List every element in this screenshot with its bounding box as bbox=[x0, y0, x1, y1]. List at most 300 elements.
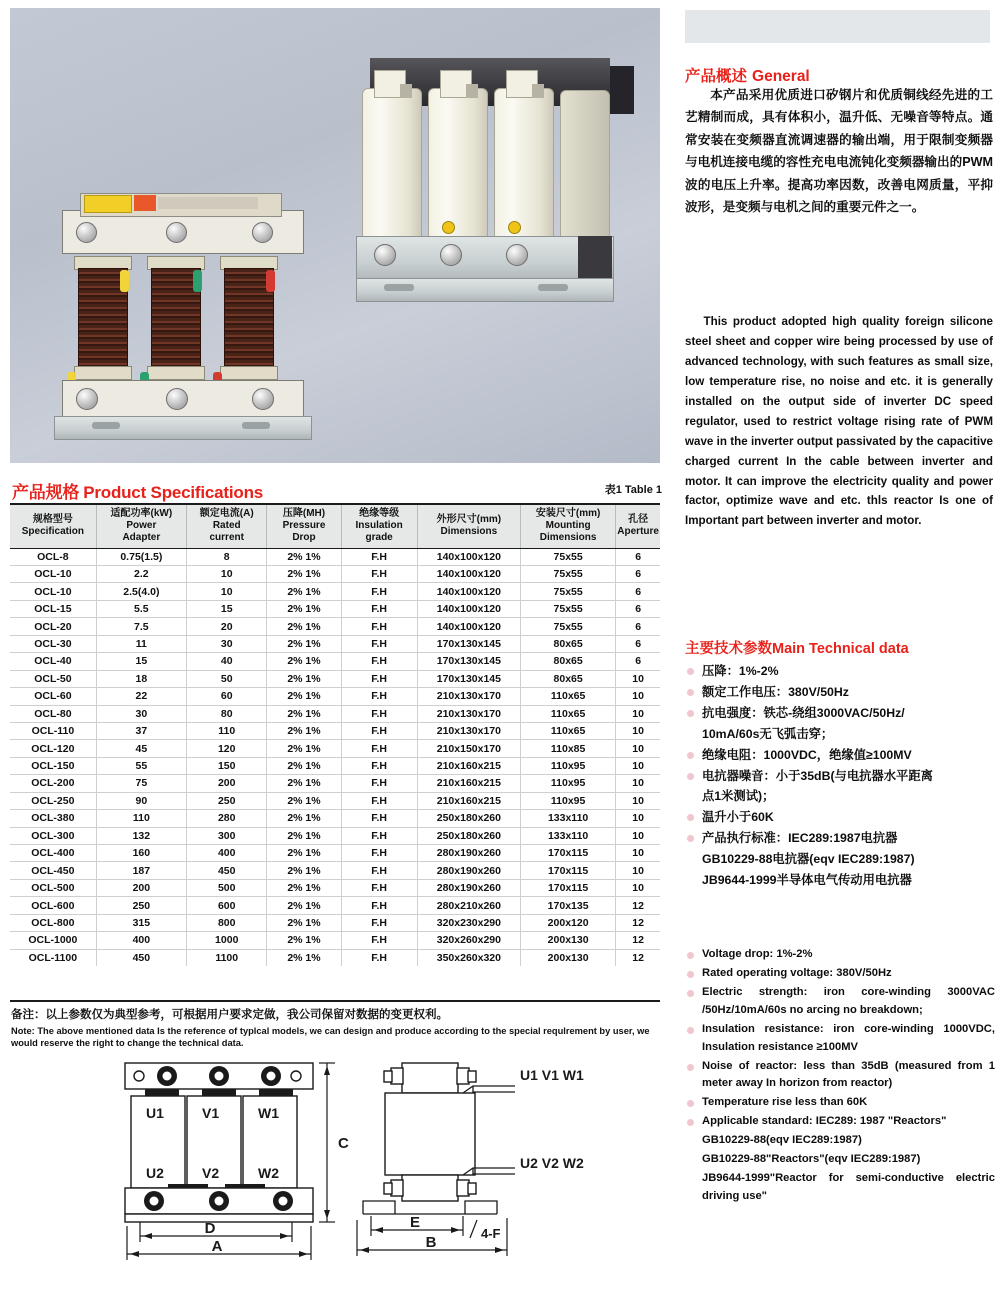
table-row bbox=[10, 740, 660, 757]
table-cell: F.H bbox=[341, 653, 417, 670]
table-cell: 12 bbox=[616, 897, 660, 914]
table-row bbox=[10, 548, 660, 565]
table-row bbox=[10, 705, 660, 722]
table-cell: 2.5(4.0) bbox=[96, 583, 186, 600]
table-cell: 10 bbox=[616, 810, 660, 827]
table-cell: OCL-8 bbox=[10, 548, 96, 565]
table-row bbox=[10, 670, 660, 687]
table-cell: 2% 1% bbox=[267, 879, 341, 896]
table-cell: 150 bbox=[186, 757, 266, 774]
column-header-en: Power bbox=[126, 520, 157, 532]
table-cell: F.H bbox=[341, 566, 417, 583]
column-header-en: Adapter bbox=[122, 532, 161, 544]
table-cell: 2% 1% bbox=[267, 845, 341, 862]
table-cell: OCL-15 bbox=[10, 600, 96, 617]
table-cell: 210x150x170 bbox=[417, 740, 520, 757]
product-specifications-heading bbox=[12, 478, 263, 503]
right-column bbox=[676, 0, 1000, 1314]
table-cell: 170x130x145 bbox=[417, 653, 520, 670]
reactor-small-image bbox=[62, 188, 317, 453]
general-heading bbox=[685, 64, 810, 86]
table-row bbox=[10, 845, 660, 862]
table-cell: 170x115 bbox=[520, 862, 615, 879]
technical-item-zh-6: 点1米测试)； bbox=[702, 789, 775, 804]
column-header-en: grade bbox=[365, 532, 393, 544]
table-cell: 110x95 bbox=[520, 792, 615, 809]
dim-label-d: D bbox=[204, 1220, 216, 1237]
technical-item-en-7: GB10229-88(eqv IEC289:1987) bbox=[702, 1134, 862, 1147]
technical-item-zh-3: 10mA/60s无飞弧击穿； bbox=[702, 726, 834, 741]
table-cell: 2% 1% bbox=[267, 600, 341, 617]
table-cell: OCL-300 bbox=[10, 827, 96, 844]
table-row bbox=[10, 897, 660, 914]
technical-item-zh-0: 压降：1%-2% bbox=[685, 662, 995, 682]
table-cell: OCL-600 bbox=[10, 897, 96, 914]
table-cell: 10 bbox=[616, 705, 660, 722]
table-cell: 280 bbox=[186, 810, 266, 827]
table-cell: 30 bbox=[186, 635, 266, 652]
table-cell: 1100 bbox=[186, 949, 266, 966]
table-cell: 10 bbox=[616, 879, 660, 896]
table-row bbox=[10, 792, 660, 809]
table-cell: 2% 1% bbox=[267, 792, 341, 809]
drawing-label-u1: U1 bbox=[146, 1105, 164, 1121]
technical-item-en-8: GB10229-88"Reactors"(eqv IEC289:1987) bbox=[702, 1153, 921, 1166]
table-cell: 80 bbox=[186, 705, 266, 722]
table-cell: F.H bbox=[341, 722, 417, 739]
table-cell: OCL-60 bbox=[10, 688, 96, 705]
technical-item-zh-5: 电抗器噪音：小于35dB(与电抗器水平距离 bbox=[685, 767, 995, 787]
table-cell: F.H bbox=[341, 862, 417, 879]
table-cell: OCL-1100 bbox=[10, 949, 96, 966]
column-header-zh: 外形尺寸(mm) bbox=[436, 514, 502, 526]
table-row bbox=[10, 879, 660, 896]
table-cell: 110x95 bbox=[520, 775, 615, 792]
table-cell: 140x100x120 bbox=[417, 600, 520, 617]
dim-label-e: E bbox=[409, 1214, 421, 1231]
column-header-1 bbox=[96, 504, 186, 548]
table-row bbox=[10, 600, 660, 617]
table-cell: 2% 1% bbox=[267, 618, 341, 635]
table-cell: F.H bbox=[341, 932, 417, 949]
table-cell: 7.5 bbox=[96, 618, 186, 635]
table-cell: 450 bbox=[96, 949, 186, 966]
column-header-zh: 压降(MH) bbox=[282, 508, 326, 519]
table-cell: 400 bbox=[96, 932, 186, 949]
table-cell: F.H bbox=[341, 740, 417, 757]
table-cell: 300 bbox=[186, 827, 266, 844]
table-caption: 表1 Table 1 bbox=[604, 484, 662, 496]
column-header-7 bbox=[616, 504, 660, 548]
table-cell: 133x110 bbox=[520, 827, 615, 844]
column-header-en: Mounting bbox=[545, 520, 591, 532]
column-header-en: Aperture bbox=[617, 526, 659, 538]
table-cell: 2% 1% bbox=[267, 862, 341, 879]
table-cell: 15 bbox=[96, 653, 186, 670]
table-cell: 140x100x120 bbox=[417, 583, 520, 600]
table-cell: 110x65 bbox=[520, 688, 615, 705]
table-row bbox=[10, 583, 660, 600]
specifications-table bbox=[10, 503, 660, 966]
technical-item-zh-9: GB10229-88电抗器(eqv IEC289:1987) bbox=[702, 852, 915, 867]
table-cell: 110x65 bbox=[520, 722, 615, 739]
table-cell: 170x115 bbox=[520, 845, 615, 862]
table-cell: 210x160x215 bbox=[417, 757, 520, 774]
table-cell: 15 bbox=[186, 600, 266, 617]
table-cell: 37 bbox=[96, 722, 186, 739]
table-cell: 2% 1% bbox=[267, 757, 341, 774]
table-cell: 12 bbox=[616, 932, 660, 949]
column-header-en: Insulation bbox=[355, 520, 403, 532]
table-cell: 6 bbox=[616, 566, 660, 583]
table-cell: 10 bbox=[616, 740, 660, 757]
table-cell: 350x260x320 bbox=[417, 949, 520, 966]
table-cell: 2% 1% bbox=[267, 566, 341, 583]
table-cell: 280x190x260 bbox=[417, 879, 520, 896]
drawing-label-w1: W1 bbox=[258, 1105, 279, 1121]
table-cell: 10 bbox=[616, 862, 660, 879]
column-header-en: Specification bbox=[21, 526, 84, 538]
column-header-zh: 适配功率(kW) bbox=[110, 508, 173, 519]
column-header-en: Drop bbox=[292, 532, 316, 544]
table-cell: F.H bbox=[341, 757, 417, 774]
drawing-label-w2: W2 bbox=[258, 1165, 279, 1181]
technical-item-zh-2: 抗电强度：铁芯-绕组3000VAC/50Hz/ bbox=[685, 704, 995, 724]
table-cell: 170x130x145 bbox=[417, 670, 520, 687]
table-cell: 500 bbox=[186, 879, 266, 896]
table-cell: 200 bbox=[186, 775, 266, 792]
table-cell: OCL-200 bbox=[10, 775, 96, 792]
table-cell: 10 bbox=[616, 688, 660, 705]
table-cell: 400 bbox=[186, 845, 266, 862]
table-cell: F.H bbox=[341, 583, 417, 600]
table-cell: F.H bbox=[341, 688, 417, 705]
table-cell: 22 bbox=[96, 688, 186, 705]
table-cell: 2% 1% bbox=[267, 705, 341, 722]
table-cell: 2% 1% bbox=[267, 827, 341, 844]
technical-item-zh-4: 绝缘电阻：1000VDC，绝缘值≥100MV bbox=[685, 746, 995, 766]
table-header-row bbox=[10, 504, 660, 548]
table-cell: 2% 1% bbox=[267, 810, 341, 827]
table-cell: 75x55 bbox=[520, 618, 615, 635]
table-cell: 80x65 bbox=[520, 670, 615, 687]
top-banner bbox=[685, 10, 990, 43]
table-cell: 250 bbox=[96, 897, 186, 914]
dim-label-b: B bbox=[425, 1234, 437, 1251]
table-cell: 75x55 bbox=[520, 566, 615, 583]
technical-item-en-4: Noise of reactor: less than 35dB (measured from 1 meter away In horizon from reactor) bbox=[685, 1058, 995, 1094]
table-cell: 110 bbox=[186, 722, 266, 739]
column-header-en: Dimensions bbox=[440, 526, 498, 538]
drawing-label-top-terminals: U1 V1 W1 bbox=[520, 1067, 584, 1083]
technical-item-zh-10: JB9644-1999半导体电气传动用电抗器 bbox=[702, 873, 912, 888]
table-cell: 133x110 bbox=[520, 810, 615, 827]
table-cell: 200x130 bbox=[520, 949, 615, 966]
table-bottom-rule bbox=[10, 1000, 660, 1002]
product-photo bbox=[10, 8, 660, 463]
column-header-4 bbox=[341, 504, 417, 548]
column-header-5 bbox=[417, 504, 520, 548]
table-cell: 6 bbox=[616, 583, 660, 600]
table-cell: F.H bbox=[341, 548, 417, 565]
table-header bbox=[10, 504, 660, 548]
table-row bbox=[10, 653, 660, 670]
table-cell: 140x100x120 bbox=[417, 566, 520, 583]
column-header-zh: 额定电流(A) bbox=[199, 508, 254, 519]
table-row bbox=[10, 618, 660, 635]
table-cell: OCL-500 bbox=[10, 879, 96, 896]
technical-item-zh-1: 额定工作电压：380V/50Hz bbox=[685, 683, 995, 703]
table-cell: 2% 1% bbox=[267, 897, 341, 914]
table-cell: 320x260x290 bbox=[417, 932, 520, 949]
table-cell: OCL-50 bbox=[10, 670, 96, 687]
table-cell: 20 bbox=[186, 618, 266, 635]
column-header-zh: 绝缘等级 bbox=[359, 508, 400, 519]
technical-item-zh-8: 产品执行标准：IEC289:1987电抗器 bbox=[685, 829, 995, 849]
column-header-6 bbox=[520, 504, 615, 548]
table-cell: 45 bbox=[96, 740, 186, 757]
table-cell: 250x180x260 bbox=[417, 827, 520, 844]
technical-item-en-6: Applicable standard: IEC289: 1987 "Reactors" bbox=[685, 1113, 995, 1131]
table-cell: 8 bbox=[186, 548, 266, 565]
table-cell: 160 bbox=[96, 845, 186, 862]
dim-label-a: A bbox=[211, 1238, 223, 1255]
table-cell: 2% 1% bbox=[267, 932, 341, 949]
drawing-label-u2: U2 bbox=[146, 1165, 164, 1181]
technical-heading-zh: 主要技术参数 bbox=[685, 641, 772, 657]
spec-heading-zh: 产品规格 bbox=[12, 483, 80, 502]
table-cell: OCL-150 bbox=[10, 757, 96, 774]
table-cell: 210x130x170 bbox=[417, 705, 520, 722]
table-cell: 315 bbox=[96, 914, 186, 931]
table-cell: 110x85 bbox=[520, 740, 615, 757]
table-cell: 11 bbox=[96, 635, 186, 652]
table-cell: 40 bbox=[186, 653, 266, 670]
table-cell: 200x120 bbox=[520, 914, 615, 931]
table-cell: 210x130x170 bbox=[417, 722, 520, 739]
table-cell: 10 bbox=[616, 845, 660, 862]
technical-item-en-2: Electric strength: iron core-winding 3000VAC /50Hz/10mA/60s no arcing no breakdown; bbox=[685, 984, 995, 1020]
technical-item-en-5: Temperature rise less than 60K bbox=[685, 1094, 995, 1112]
table-cell: 170x135 bbox=[520, 897, 615, 914]
table-cell: F.H bbox=[341, 949, 417, 966]
hole-note-label: 4-F bbox=[481, 1226, 501, 1241]
table-row bbox=[10, 757, 660, 774]
table-cell: 132 bbox=[96, 827, 186, 844]
table-cell: 10 bbox=[186, 583, 266, 600]
column-header-en: Dimensions bbox=[539, 532, 597, 544]
technical-items-en bbox=[685, 946, 995, 1207]
table-cell: 2% 1% bbox=[267, 688, 341, 705]
table-cell: OCL-120 bbox=[10, 740, 96, 757]
table-row bbox=[10, 775, 660, 792]
table-cell: 600 bbox=[186, 897, 266, 914]
table-note-zh: 备注：以上参数仅为典型参考，可根据用户要求定做，我公司保留对数据的变更权利。 bbox=[11, 1009, 448, 1021]
table-body bbox=[10, 548, 660, 966]
column-header-2 bbox=[186, 504, 266, 548]
table-cell: 0.75(1.5) bbox=[96, 548, 186, 565]
technical-item-zh-7: 温升小于60K bbox=[685, 808, 995, 828]
table-cell: F.H bbox=[341, 600, 417, 617]
table-cell: F.H bbox=[341, 792, 417, 809]
table-cell: 280x190x260 bbox=[417, 845, 520, 862]
dim-label-c: C bbox=[338, 1135, 349, 1152]
table-cell: 2.2 bbox=[96, 566, 186, 583]
table-cell: 110 bbox=[96, 810, 186, 827]
table-cell: 6 bbox=[616, 548, 660, 565]
table-note-en: Note: The above mentioned data Is the reference of typlcal models, we can design and produce according to the special requlrement by user, we would reserve the right to change the technical data. bbox=[11, 1025, 650, 1048]
table-cell: 210x160x215 bbox=[417, 792, 520, 809]
table-cell: 75x55 bbox=[520, 600, 615, 617]
table-cell: 140x100x120 bbox=[417, 548, 520, 565]
table-cell: 10 bbox=[616, 757, 660, 774]
table-cell: 2% 1% bbox=[267, 653, 341, 670]
table-row bbox=[10, 722, 660, 739]
table-cell: 170x130x145 bbox=[417, 635, 520, 652]
table-cell: 6 bbox=[616, 653, 660, 670]
table-cell: 18 bbox=[96, 670, 186, 687]
table-cell: 10 bbox=[616, 670, 660, 687]
table-row bbox=[10, 688, 660, 705]
reactor-large-image bbox=[360, 58, 650, 363]
column-header-0 bbox=[10, 504, 96, 548]
table-row bbox=[10, 810, 660, 827]
table-cell: 5.5 bbox=[96, 600, 186, 617]
table-cell: OCL-10 bbox=[10, 583, 96, 600]
table-cell: F.H bbox=[341, 810, 417, 827]
table-cell: OCL-40 bbox=[10, 653, 96, 670]
table-cell: 30 bbox=[96, 705, 186, 722]
table-cell: 110x95 bbox=[520, 757, 615, 774]
column-header-3 bbox=[267, 504, 341, 548]
table-cell: 50 bbox=[186, 670, 266, 687]
table-cell: OCL-80 bbox=[10, 705, 96, 722]
table-cell: OCL-800 bbox=[10, 914, 96, 931]
table-cell: OCL-30 bbox=[10, 635, 96, 652]
table-cell: OCL-20 bbox=[10, 618, 96, 635]
table-cell: 170x115 bbox=[520, 879, 615, 896]
table-cell: 2% 1% bbox=[267, 722, 341, 739]
table-cell: 280x190x260 bbox=[417, 862, 520, 879]
table-cell: 1000 bbox=[186, 932, 266, 949]
table-cell: 2% 1% bbox=[267, 740, 341, 757]
table-cell: 187 bbox=[96, 862, 186, 879]
column-header-en: current bbox=[209, 532, 244, 544]
table-cell: 12 bbox=[616, 949, 660, 966]
table-cell: F.H bbox=[341, 879, 417, 896]
general-paragraph-en: This product adopted high quality foreign silicone steel sheet and copper wire being processed by use of advanced technology, with such features as small size, low temperature rise, no noise and etc. it is generally installed on the output side of inverter DC speed regulator, used to restrict voltage rising rate of PWM wave in the inverter output passivated by the capacitive charged current In the cable between inverter and motor. It can improve the electricity quality and power factor, optimize wave and etc. thls reactor Is one of Important part between inverter and motor. bbox=[685, 315, 993, 528]
general-heading-zh: 产品概述 bbox=[685, 68, 748, 85]
table-row bbox=[10, 566, 660, 583]
table-row bbox=[10, 949, 660, 966]
table-cell: F.H bbox=[341, 618, 417, 635]
table-row bbox=[10, 635, 660, 652]
table-cell: 10 bbox=[616, 775, 660, 792]
table-cell: 800 bbox=[186, 914, 266, 931]
table-row bbox=[10, 862, 660, 879]
table-cell: F.H bbox=[341, 670, 417, 687]
table-cell: F.H bbox=[341, 827, 417, 844]
spec-heading-en: Product Specifications bbox=[83, 483, 264, 502]
table-cell: OCL-400 bbox=[10, 845, 96, 862]
table-cell: 10 bbox=[616, 722, 660, 739]
table-cell: 120 bbox=[186, 740, 266, 757]
table-cell: 210x130x170 bbox=[417, 688, 520, 705]
table-cell: 2% 1% bbox=[267, 914, 341, 931]
table-cell: 55 bbox=[96, 757, 186, 774]
table-cell: 2% 1% bbox=[267, 775, 341, 792]
table-cell: 110x65 bbox=[520, 705, 615, 722]
technical-heading-en: Main Technical data bbox=[772, 641, 909, 657]
table-cell: OCL-450 bbox=[10, 862, 96, 879]
table-cell: 6 bbox=[616, 635, 660, 652]
table-cell: 6 bbox=[616, 600, 660, 617]
table-cell: 75 bbox=[96, 775, 186, 792]
technical-items-zh bbox=[685, 662, 995, 892]
table-cell: 280x210x260 bbox=[417, 897, 520, 914]
general-heading-en: General bbox=[752, 68, 810, 85]
table-cell: 90 bbox=[96, 792, 186, 809]
table-cell: 320x230x290 bbox=[417, 914, 520, 931]
table-cell: F.H bbox=[341, 914, 417, 931]
table-cell: 10 bbox=[616, 792, 660, 809]
table-cell: OCL-110 bbox=[10, 722, 96, 739]
column-header-en: Pressure bbox=[282, 520, 326, 532]
drawing-label-v1: V1 bbox=[202, 1105, 220, 1121]
technical-item-en-3: Insulation resistance: iron core-winding 1000VDC, Insulation resistance ≥100MV bbox=[685, 1021, 995, 1057]
table-cell: F.H bbox=[341, 705, 417, 722]
column-header-en: Rated bbox=[212, 520, 241, 532]
table-cell: 60 bbox=[186, 688, 266, 705]
table-cell: 80x65 bbox=[520, 653, 615, 670]
column-header-zh: 安装尺寸(mm) bbox=[535, 508, 601, 519]
table-cell: 2% 1% bbox=[267, 583, 341, 600]
table-cell: 12 bbox=[616, 914, 660, 931]
general-paragraph-zh: 本产品采用优质进口矽钢片和优质铜线经先进的工艺精制而成，具有体积小，温升低、无噪音等特点。通常安装在变频器直流调速器的输出端，用于限制变频器与电机连接电缆的容性充电电流钝化变频器输出的PWM波的电压上升率。提高功率因数，改善电网质量，平抑波形，是变频与电机之间的重要元件之一。 bbox=[685, 88, 993, 215]
table-cell: 2% 1% bbox=[267, 670, 341, 687]
table-cell: F.H bbox=[341, 897, 417, 914]
technical-item-en-9: JB9644-1999"Reactor for semi-conductive electric driving use" bbox=[702, 1172, 995, 1202]
table-cell: 140x100x120 bbox=[417, 618, 520, 635]
table-cell: 450 bbox=[186, 862, 266, 879]
technical-item-en-0: Voltage drop: 1%-2% bbox=[685, 946, 995, 964]
table-cell: F.H bbox=[341, 845, 417, 862]
dimension-drawings bbox=[95, 1058, 625, 1273]
table-cell: 2% 1% bbox=[267, 635, 341, 652]
table-cell: 10 bbox=[616, 827, 660, 844]
table-cell: 200 bbox=[96, 879, 186, 896]
table-cell: 2% 1% bbox=[267, 548, 341, 565]
table-cell: F.H bbox=[341, 635, 417, 652]
table-cell: F.H bbox=[341, 775, 417, 792]
table-row bbox=[10, 914, 660, 931]
table-cell: 6 bbox=[616, 618, 660, 635]
drawing-label-v2: V2 bbox=[202, 1165, 220, 1181]
table-cell: 80x65 bbox=[520, 635, 615, 652]
table-cell: OCL-1000 bbox=[10, 932, 96, 949]
drawing-label-bottom-terminals: U2 V2 W2 bbox=[520, 1155, 584, 1171]
table-row bbox=[10, 827, 660, 844]
table-cell: 250 bbox=[186, 792, 266, 809]
table-row bbox=[10, 932, 660, 949]
technical-data-heading bbox=[685, 637, 909, 658]
column-header-zh: 孔径 bbox=[628, 514, 649, 526]
table-cell: 210x160x215 bbox=[417, 775, 520, 792]
table-note bbox=[11, 1008, 659, 1049]
table-cell: 75x55 bbox=[520, 583, 615, 600]
technical-item-en-1: Rated operating voltage: 380V/50Hz bbox=[685, 965, 995, 983]
table-cell: 75x55 bbox=[520, 548, 615, 565]
